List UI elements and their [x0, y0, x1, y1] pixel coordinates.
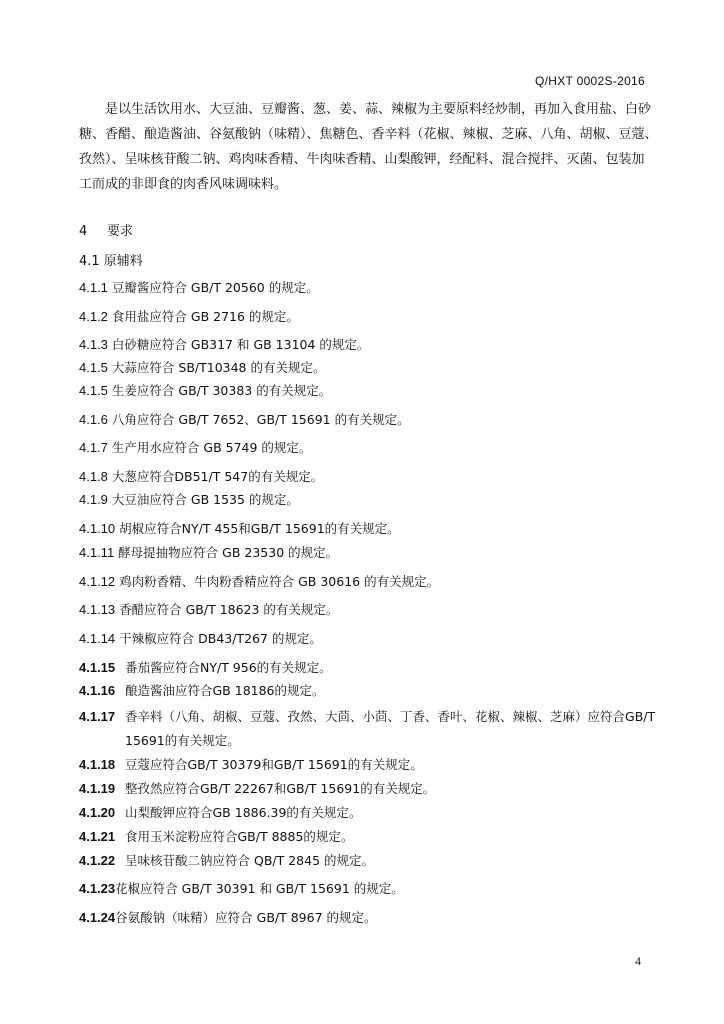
requirement-item — [79, 707, 655, 725]
requirement-item — [79, 410, 410, 428]
item-number: 4.1.6 — [79, 412, 108, 427]
requirement-item — [79, 779, 435, 797]
requirement-item — [79, 755, 423, 773]
item-text: 食用玉米淀粉应符合GB/T 8885的规定。 — [125, 829, 354, 844]
item-text: 整孜然应符合GB/T 22267和GB/T 15691的有关规定。 — [125, 781, 436, 796]
item-number: 4.1.23 — [79, 881, 116, 896]
requirement-item — [79, 572, 439, 590]
item-number: 4.1.5 — [79, 383, 108, 398]
item-text: 大豆油应符合 GB 1535 的规定。 — [111, 492, 299, 507]
item-text: 酿造酱油应符合GB 18186的规定。 — [125, 683, 325, 698]
item-number: 4.1.15 — [79, 660, 116, 675]
item-text: 八角应符合 GB/T 7652、GB/T 15691 的有关规定。 — [111, 412, 410, 427]
requirement-item — [79, 851, 374, 869]
item-text: 山梨酸钾应符合GB 1886.39的有关规定。 — [125, 805, 362, 820]
item-text: 呈味核苷酸二钠应符合 QB/T 2845 的规定。 — [125, 853, 374, 868]
item-text: 谷氨酸钠（味精）应符合 GB/T 8967 的规定。 — [115, 910, 377, 925]
item-text: 大蒜应符合 SB/T10348 的有关规定。 — [111, 360, 326, 375]
requirement-item — [79, 335, 369, 353]
item-text: 豆瓣酱应符合 GB/T 20560 的规定。 — [111, 280, 319, 295]
requirement-item — [79, 803, 361, 821]
section-title: 要求 — [107, 224, 134, 239]
item-number: 4.1.2 — [79, 309, 108, 324]
item-number: 4.1.1 — [79, 280, 108, 295]
requirement-item — [79, 358, 325, 376]
item-number: 4.1.13 — [79, 602, 116, 617]
intro-paragraph — [79, 97, 658, 197]
item-number: 4.1.20 — [79, 805, 116, 820]
item-continuation: 15691的有关规定。 — [125, 733, 240, 748]
item-text: 番茄酱应符合NY/T 956的有关规定。 — [125, 660, 332, 675]
requirement-item — [79, 278, 319, 296]
item-text: 鸡肉粉香精、牛肉粉香精应符合 GB 30616 的有关规定。 — [119, 574, 440, 589]
item-text: 生产用水应符合 GB 5749 的规定。 — [111, 440, 312, 455]
requirement-item — [79, 600, 338, 618]
requirement-item — [79, 307, 299, 325]
document-code-header: Q/HXT 0002S-2016 — [535, 74, 645, 88]
section-4-heading — [79, 220, 133, 239]
item-text: 香辛料（八角、胡椒、豆蔻、孜然、大茴、小茴、丁香、香叶、花椒、辣椒、芝麻）应符合GB/T — [125, 709, 656, 724]
item-number: 4.1.7 — [79, 440, 108, 455]
requirement-item — [79, 879, 404, 897]
requirement-item — [79, 681, 325, 699]
requirement-item — [79, 543, 338, 561]
requirement-item — [79, 467, 323, 485]
item-number: 4.1.19 — [79, 781, 116, 796]
item-number: 4.1.17 — [79, 709, 116, 724]
item-number: 4.1.18 — [79, 757, 116, 772]
item-number: 4.1.10 — [79, 521, 116, 536]
item-number: 4.1.5 — [79, 360, 108, 375]
item-number: 4.1.3 — [79, 337, 108, 352]
item-number: 4.1.14 — [79, 631, 116, 646]
intro-line: 是以生活饮用水、大豆油、豆瓣酱、葱、姜、蒜、辣椒为主要原料经炒制，再加入食用盐、白砂 — [105, 102, 652, 117]
requirement-item — [79, 908, 377, 926]
item-number: 4.1.11 — [79, 545, 115, 560]
item-text: 胡椒应符合NY/T 455和GB/T 15691的有关规定。 — [119, 521, 400, 536]
requirement-item — [79, 629, 322, 647]
requirement-item — [79, 490, 299, 508]
item-text: 食用盐应符合 GB 2716 的规定。 — [111, 309, 299, 324]
requirement-item — [79, 658, 332, 676]
page-number: 4 — [635, 954, 641, 968]
intro-line: 孜然）、呈味核苷酸二钠、鸡肉味香精、牛肉味香精、山梨酸钾，经配料、混合搅拌、灭菌、包装加 — [79, 152, 645, 167]
intro-line: 工而成的非即食的肉香风味调味料。 — [79, 177, 288, 192]
item-number: 4.1.12 — [79, 574, 116, 589]
item-text: 大葱应符合DB51/T 547的有关规定。 — [111, 469, 324, 484]
item-text: 香醋应符合 GB/T 18623 的有关规定。 — [119, 602, 339, 617]
requirement-item — [79, 438, 311, 456]
requirement-item — [79, 381, 331, 399]
item-text: 花椒应符合 GB/T 30391 和 GB/T 15691 的规定。 — [115, 881, 404, 896]
item-number: 4.1.8 — [79, 469, 108, 484]
requirement-item — [79, 519, 400, 537]
item-number: 4.1.21 — [79, 829, 116, 844]
item-text: 豆蔻应符合GB/T 30379和GB/T 15691的有关规定。 — [125, 757, 423, 772]
item-number: 4.1.22 — [79, 853, 116, 868]
item-text: 干辣椒应符合 DB43/T267 的规定。 — [119, 631, 322, 646]
section-4-1-heading: 4.1 原辅料 — [79, 254, 143, 269]
section-number: 4 — [79, 224, 88, 239]
item-text: 生姜应符合 GB/T 30383 的有关规定。 — [111, 383, 332, 398]
item-number: 4.1.16 — [79, 683, 116, 698]
item-text: 酵母提抽物应符合 GB 23530 的规定。 — [118, 545, 339, 560]
intro-line: 糖、香醋、酿造酱油、谷氨酸钠（味精）、焦糖色、香辛料（花椒、辣椒、芝麻、八角、胡椒、豆蔻、 — [79, 127, 658, 142]
item-text: 白砂糖应符合 GB317 和 GB 13104 的规定。 — [111, 337, 370, 352]
requirement-item — [79, 827, 353, 845]
item-number: 4.1.24 — [79, 910, 116, 925]
item-number: 4.1.9 — [79, 492, 108, 507]
